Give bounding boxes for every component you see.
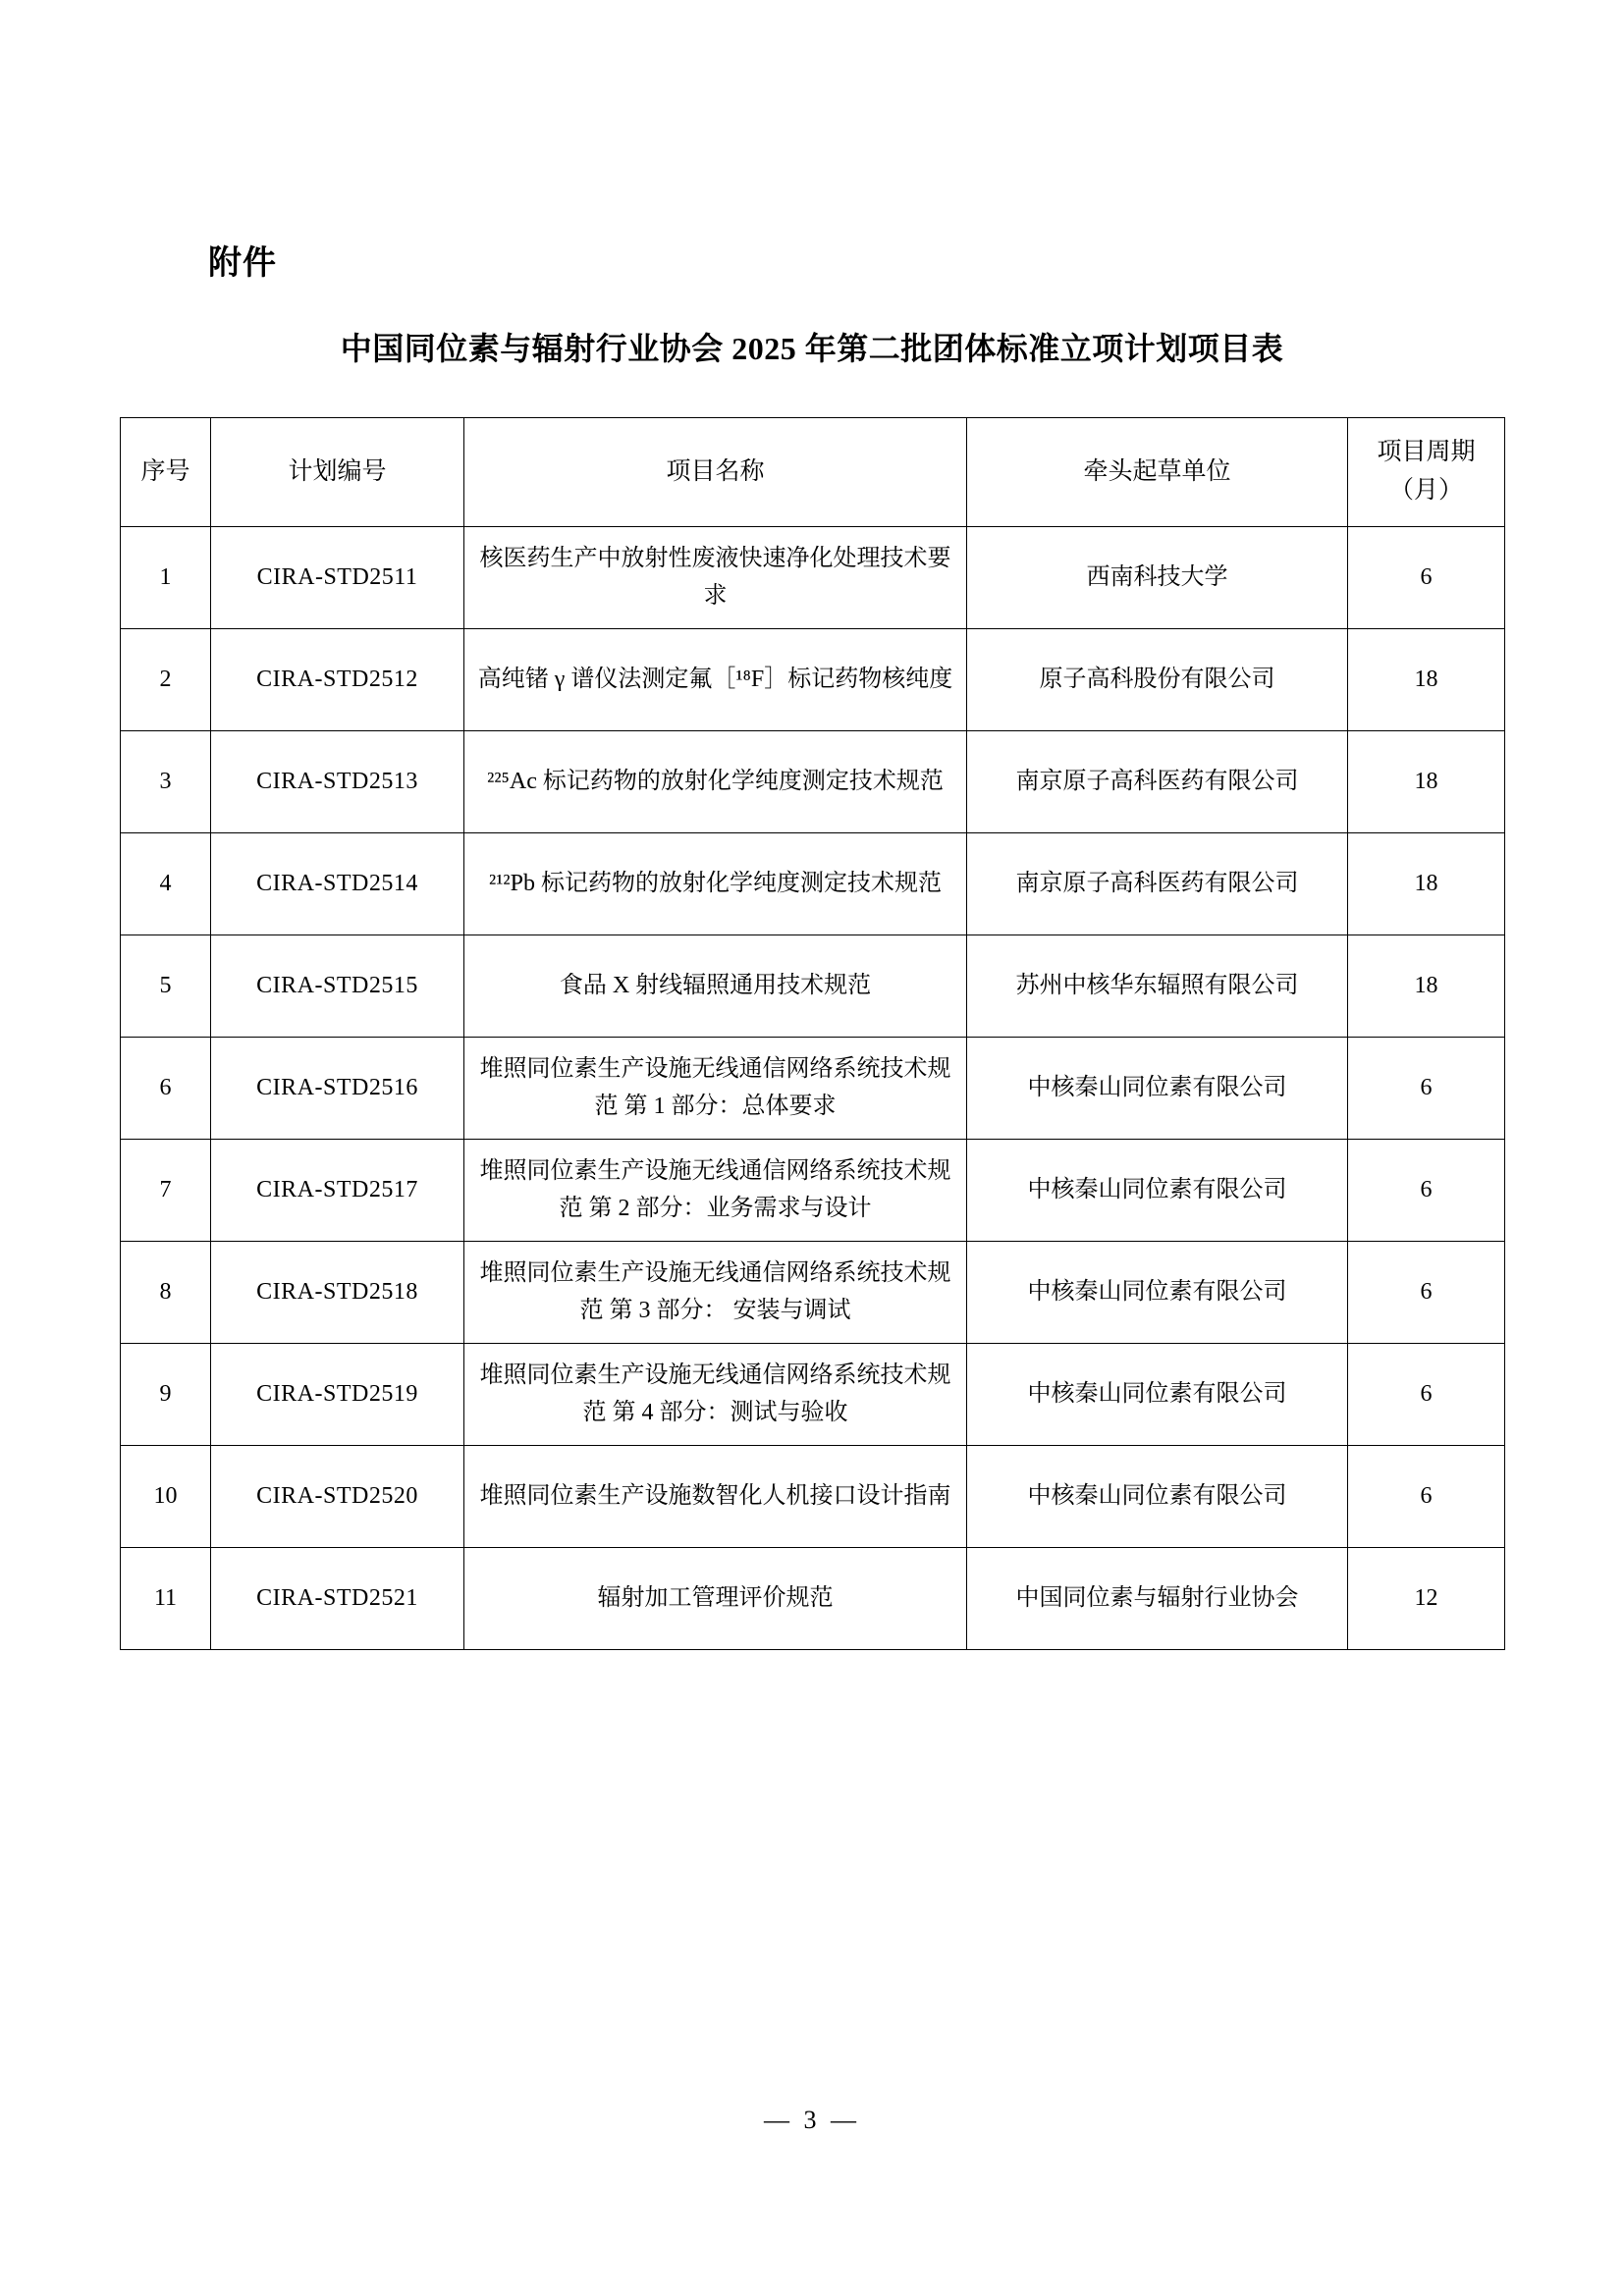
table-row xyxy=(121,1446,1505,1548)
cell-period: 6 xyxy=(1348,1038,1505,1140)
cell-no: 9 xyxy=(121,1344,211,1446)
cell-period: 18 xyxy=(1348,935,1505,1038)
table-row xyxy=(121,833,1505,935)
cell-name: ²²⁵Ac 标记药物的放射化学纯度测定技术规范 xyxy=(464,731,967,833)
table-body xyxy=(121,527,1505,1650)
cell-no: 3 xyxy=(121,731,211,833)
table-row xyxy=(121,1140,1505,1242)
table-row xyxy=(121,527,1505,629)
cell-code: CIRA-STD2519 xyxy=(211,1344,464,1446)
cell-code: CIRA-STD2521 xyxy=(211,1548,464,1650)
cell-unit: 南京原子高科医药有限公司 xyxy=(967,731,1348,833)
cell-name: 辐射加工管理评价规范 xyxy=(464,1548,967,1650)
table-header-row xyxy=(121,418,1505,527)
cell-unit: 中国同位素与辐射行业协会 xyxy=(967,1548,1348,1650)
cell-period: 18 xyxy=(1348,629,1505,731)
cell-period: 6 xyxy=(1348,1446,1505,1548)
cell-name: 堆照同位素生产设施无线通信网络系统技术规范 第 1 部分：总体要求 xyxy=(464,1038,967,1140)
cell-code: CIRA-STD2517 xyxy=(211,1140,464,1242)
cell-name: 高纯锗 γ 谱仪法测定氟［¹⁸F］标记药物核纯度 xyxy=(464,629,967,731)
cell-code: CIRA-STD2516 xyxy=(211,1038,464,1140)
table-row xyxy=(121,1242,1505,1344)
cell-code: CIRA-STD2520 xyxy=(211,1446,464,1548)
cell-no: 8 xyxy=(121,1242,211,1344)
cell-unit: 苏州中核华东辐照有限公司 xyxy=(967,935,1348,1038)
plan-table-container xyxy=(120,417,1504,1650)
table-header xyxy=(121,418,1505,527)
cell-period: 6 xyxy=(1348,527,1505,629)
cell-period: 18 xyxy=(1348,731,1505,833)
cell-code: CIRA-STD2514 xyxy=(211,833,464,935)
column-header-unit: 牵头起草单位 xyxy=(967,418,1348,527)
cell-code: CIRA-STD2518 xyxy=(211,1242,464,1344)
cell-period: 18 xyxy=(1348,833,1505,935)
cell-unit: 西南科技大学 xyxy=(967,527,1348,629)
table-row xyxy=(121,935,1505,1038)
cell-name: 堆照同位素生产设施无线通信网络系统技术规范 第 2 部分：业务需求与设计 xyxy=(464,1140,967,1242)
table-row xyxy=(121,1038,1505,1140)
cell-period: 6 xyxy=(1348,1140,1505,1242)
cell-unit: 中核秦山同位素有限公司 xyxy=(967,1344,1348,1446)
cell-no: 2 xyxy=(121,629,211,731)
cell-no: 10 xyxy=(121,1446,211,1548)
cell-unit: 南京原子高科医药有限公司 xyxy=(967,833,1348,935)
cell-name: 堆照同位素生产设施数智化人机接口设计指南 xyxy=(464,1446,967,1548)
attachment-label: 附件 xyxy=(208,245,277,282)
cell-no: 1 xyxy=(121,527,211,629)
cell-name: 食品 X 射线辐照通用技术规范 xyxy=(464,935,967,1038)
cell-unit: 中核秦山同位素有限公司 xyxy=(967,1038,1348,1140)
cell-period: 12 xyxy=(1348,1548,1505,1650)
cell-name: 堆照同位素生产设施无线通信网络系统技术规范 第 4 部分：测试与验收 xyxy=(464,1344,967,1446)
cell-name: 核医药生产中放射性废液快速净化处理技术要求 xyxy=(464,527,967,629)
cell-no: 5 xyxy=(121,935,211,1038)
table-row xyxy=(121,731,1505,833)
cell-period: 6 xyxy=(1348,1242,1505,1344)
cell-period: 6 xyxy=(1348,1344,1505,1446)
cell-code: CIRA-STD2513 xyxy=(211,731,464,833)
cell-no: 7 xyxy=(121,1140,211,1242)
cell-no: 4 xyxy=(121,833,211,935)
table-row xyxy=(121,629,1505,731)
cell-unit: 原子高科股份有限公司 xyxy=(967,629,1348,731)
column-header-no: 序号 xyxy=(121,418,211,527)
column-header-code: 计划编号 xyxy=(211,418,464,527)
cell-no: 6 xyxy=(121,1038,211,1140)
cell-name: ²¹²Pb 标记药物的放射化学纯度测定技术规范 xyxy=(464,833,967,935)
cell-unit: 中核秦山同位素有限公司 xyxy=(967,1446,1348,1548)
cell-no: 11 xyxy=(121,1548,211,1650)
page-number: — 3 — xyxy=(764,2106,860,2134)
cell-name: 堆照同位素生产设施无线通信网络系统技术规范 第 3 部分： 安装与调试 xyxy=(464,1242,967,1344)
cell-code: CIRA-STD2515 xyxy=(211,935,464,1038)
cell-unit: 中核秦山同位素有限公司 xyxy=(967,1140,1348,1242)
table-row xyxy=(121,1548,1505,1650)
plan-table xyxy=(120,417,1505,1650)
cell-code: CIRA-STD2512 xyxy=(211,629,464,731)
page-title: 中国同位素与辐射行业协会 2025 年第二批团体标准立项计划项目表 xyxy=(340,331,1284,366)
table-row xyxy=(121,1344,1505,1446)
column-header-period: 项目周期（月） xyxy=(1348,418,1505,527)
column-header-name: 项目名称 xyxy=(464,418,967,527)
cell-unit: 中核秦山同位素有限公司 xyxy=(967,1242,1348,1344)
cell-code: CIRA-STD2511 xyxy=(211,527,464,629)
